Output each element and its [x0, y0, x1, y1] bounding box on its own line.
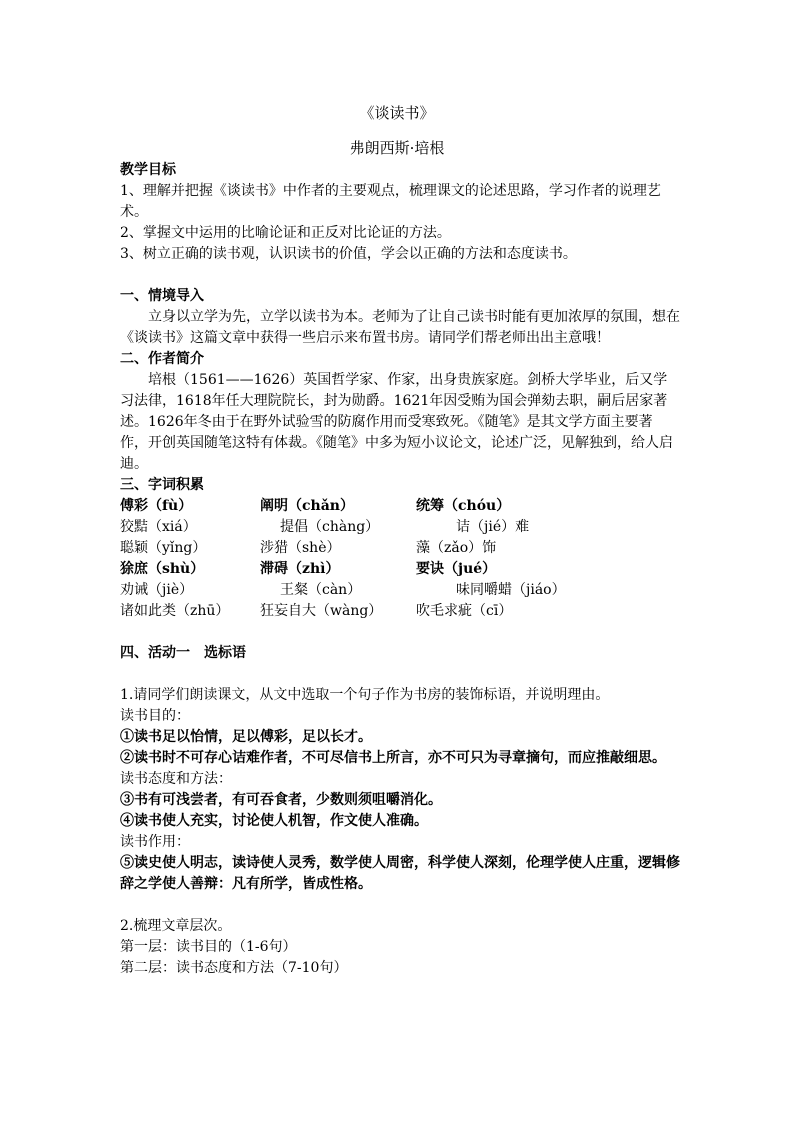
vocab-row [120, 559, 680, 580]
vocab-word: 王粲（càn） [280, 582, 362, 598]
spacer [120, 265, 680, 286]
vocab-word: 涉猎（shè） [260, 540, 341, 556]
vocab-table [120, 496, 680, 622]
goal-item-2: 2、掌握文中运用的比喻论证和正反对比论证的方法。 [120, 225, 451, 241]
method-label: 读书态度和方法： [120, 771, 232, 787]
purpose-item-1: ①读书足以怡情，足以傅彩，足以长才。 [120, 729, 372, 745]
vocab-word: 滞碍（zhì） [260, 561, 340, 577]
document-body [120, 160, 680, 979]
vocab-word: 味同嚼蜡（jiáo） [456, 582, 566, 598]
vocab-word: 狳庶（shù） [120, 561, 205, 577]
vocab-row [120, 538, 680, 559]
vocab-word: 聪颖（yǐng） [120, 540, 207, 556]
vocab-word: 提倡（chàng） [280, 519, 380, 535]
page-title: 《谈读书》 [359, 104, 435, 122]
section-4-heading: 四、活动一 选标语 [120, 645, 246, 661]
section-3-heading: 三、字词积累 [120, 477, 204, 493]
vocab-word: 狂妄自大（wàng） [260, 603, 383, 619]
vocab-word: 统筹（chóu） [416, 498, 511, 514]
method-item-4: ④读书使人充实，讨论使人机智，作文使人准确。 [120, 813, 428, 829]
goal-item-3: 3、树立正确的读书观，认识读书的价值，学会以正确的方法和态度读书。 [120, 246, 577, 262]
section-1-heading: 一、情境导入 [120, 288, 204, 304]
goals-heading: 教学目标 [120, 162, 176, 178]
spacer [120, 664, 680, 685]
vocab-word: 诘（jié）难 [456, 519, 530, 535]
vocab-word: 狡黠（xiá） [120, 519, 197, 535]
vocab-row [120, 517, 680, 538]
vocab-row [120, 496, 680, 517]
vocab-word: 诸如此类（zhū） [120, 603, 230, 619]
vocab-word: 劝诫（jiè） [120, 582, 194, 598]
purpose-label: 读书目的： [120, 708, 190, 724]
vocab-row [120, 580, 680, 601]
author-line: 弗朗西斯·培根 [349, 139, 445, 157]
layer-1: 第一层：读书目的（1-6句） [120, 939, 297, 955]
question-1: 1.请同学们朗读课文，从文中选取一个句子作为书房的装饰标语，并说明理由。 [120, 687, 610, 703]
effect-label: 读书作用： [120, 834, 190, 850]
spacer [120, 622, 680, 643]
vocab-word: 要诀（jué） [416, 561, 497, 577]
effect-item-5: ⑤读史使人明志，读诗使人灵秀，数学使人周密，科学使人深刻，伦理学使人庄重，逻辑修辞之学使人善辩：凡有所学，皆成性格。 [120, 855, 680, 892]
purpose-item-2: ②读书时不可存心诘难作者，不可尽信书上所言，亦不可只为寻章摘句，而应推敲细思。 [120, 750, 666, 766]
vocab-word: 傅彩（fù） [120, 498, 193, 514]
vocab-word: 吹毛求疵（cī） [416, 603, 513, 619]
section-1-text: 立身以立学为先，立学以读书为本。老师为了让自己读书时能有更加浓厚的氛围，想在《谈读书》这篇文章中获得一些启示来布置书房。请同学们帮老师出出主意哦！ [120, 309, 680, 346]
spacer [120, 895, 680, 916]
question-2: 2.梳理文章层次。 [120, 918, 232, 934]
method-item-3: ③书有可浅尝者，有可吞食者，少数则须咀嚼消化。 [120, 792, 442, 808]
vocab-row [120, 601, 680, 622]
layer-2: 第二层：读书态度和方法（7-10句） [120, 960, 348, 976]
goal-item-1: 1、理解并把握《谈读书》中作者的主要观点，梳理课文的论述思路，学习作者的说理艺术。 [120, 183, 661, 220]
section-2-text: 培根（1561——1626）英国哲学家、作家，出身贵族家庭。剑桥大学毕业，后又学习法律，1618年任大理院院长，封为勋爵。1621年因受贿为国会弹劾去职，嗣后居家著述。1626年冬由于在野外试验雪的防腐作用而受寒致死。《随笔》是其文学方面主要著作，开创英国随笔这特有体裁。《随笔》中多为短小议论文，论述广泛，见解独到，给人启迪。 [120, 372, 673, 472]
vocab-word: 阐明（chǎn） [260, 498, 354, 514]
section-2-heading: 二、作者简介 [120, 351, 204, 367]
vocab-word: 藻（zǎo）饰 [416, 540, 497, 556]
